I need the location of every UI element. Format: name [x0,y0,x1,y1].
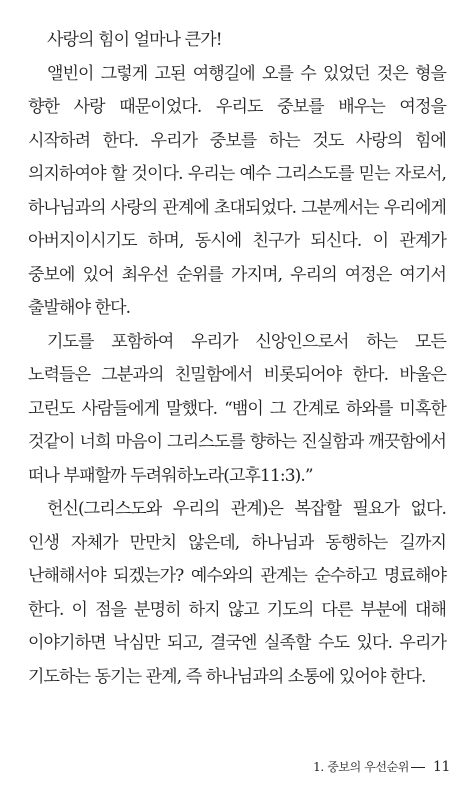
body-text [28,24,446,694]
page-number: 11 [432,759,450,775]
footer-separator [411,767,425,768]
paragraph-3: 헌신(그리스도와 우리의 관계)은 복잡할 필요가 없다. 인생 자체가 만만치 않은데, 하나님과 동행하는 길까지 난해해서야 되겠는가? 예수와의 관계는 순수하고 명료해야 한다. 이 점을 분명히 하지 않고 기도의 다른 부분에 대해 이야기하면 낙심만 되고, 결국엔 실족할 수도 있다. 우리가 기도하는 동기는 관계, 즉 하나님과의 소통에 있어야 한다. [28,499,446,687]
page-footer [313,758,450,775]
paragraph-1: 앨빈이 그렇게 고된 여행길에 오를 수 있었던 것은 형을 향한 사랑 때문이었다. 우리도 중보를 배우는 여정을 시작하려 한다. 우리가 중보를 하는 것도 사랑의 힘에 의지하여야 할 것이다. 우리는 예수 그리스도를 믿는 자로서, 하나님과의 사랑의 관계에 초대되었다. 그분께서는 우리에게 아버지이시기도 하며, 동시에 친구가 되신다. 이 관계가 중보에 있어 최우선 순위를 가지며, 우리의 여정은 여기서 출발해야 한다. [28,63,446,318]
paragraph-2: 기도를 포함하여 우리가 신앙인으로서 하는 모든 노력들은 그분과의 친밀함에서 비롯되어야 한다. 바울은 고린도 사람들에게 말했다. “뱀이 그 간계로 하와를 미혹한 것같이 너희 마음이 그리스도를 향하는 진실함과 깨끗함에서 떠나 부패할까 두려워하노라(고후11:3).” [28,331,446,486]
section-heading: 사랑의 힘이 얼마나 큰가! [47,30,222,50]
chapter-title: 1. 중보의 우선순위 [313,760,409,774]
